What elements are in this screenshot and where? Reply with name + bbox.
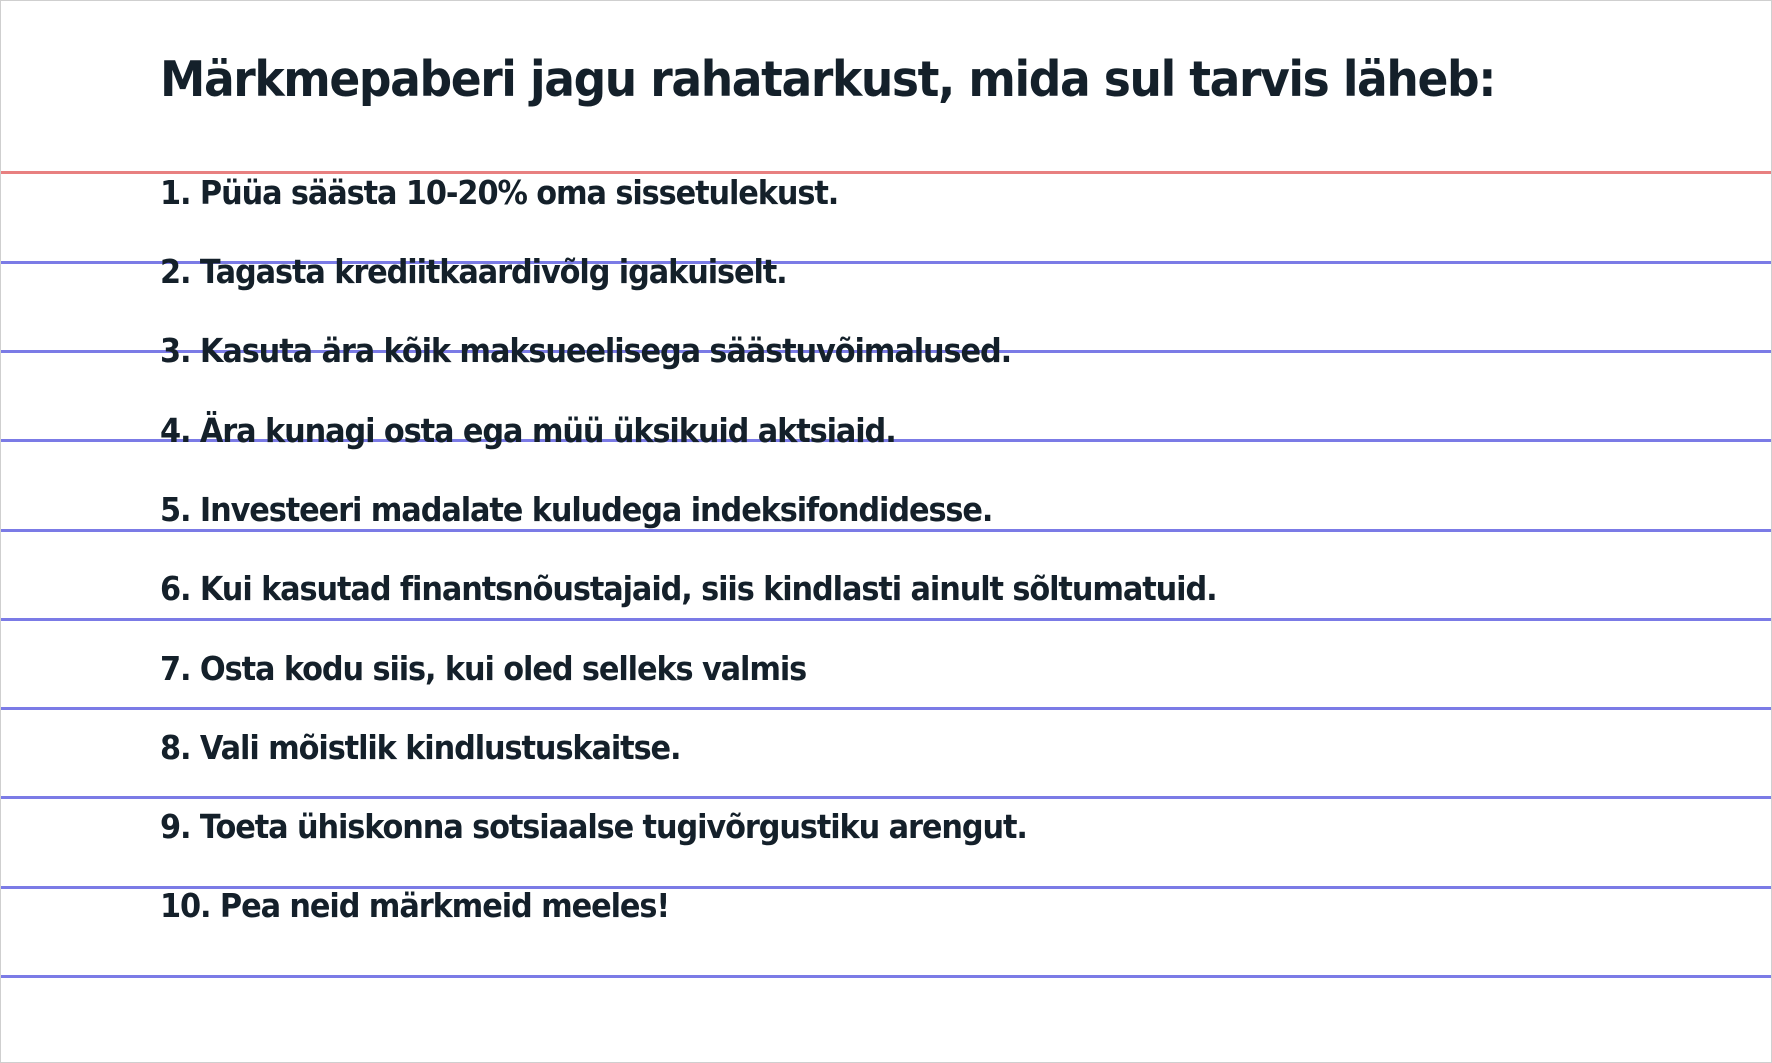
list-item: 3. Kasuta ära kõik maksueelisega säästuvõimalused. <box>160 331 1012 370</box>
list-item: 8. Vali mõistlik kindlustuskaitse. <box>160 728 681 767</box>
list-item: 10. Pea neid märkmeid meeles! <box>160 886 670 925</box>
list-item: 2. Tagasta krediitkaardivõlg igakuiselt. <box>160 252 787 291</box>
ruled-line <box>1 975 1772 978</box>
list-item: 4. Ära kunagi osta ega müü üksikuid aktsiaid. <box>160 411 896 450</box>
page-title: Märkmepaberi jagu rahatarkust, mida sul tarvis läheb: <box>160 51 1496 108</box>
list-item: 1. Püüa säästa 10-20% oma sissetulekust. <box>160 173 839 212</box>
ruled-line <box>1 707 1772 710</box>
list-item: 6. Kui kasutad finantsnõustajaid, siis kindlasti ainult sõltumatuid. <box>160 569 1217 608</box>
list-item: 7. Osta kodu siis, kui oled selleks valmis <box>160 649 807 688</box>
ruled-line <box>1 618 1772 621</box>
ruled-line <box>1 796 1772 799</box>
list-item: 5. Investeeri madalate kuludega indeksifondidesse. <box>160 490 993 529</box>
ruled-line <box>1 529 1772 532</box>
list-item: 9. Toeta ühiskonna sotsiaalse tugivõrgustiku arengut. <box>160 807 1027 846</box>
